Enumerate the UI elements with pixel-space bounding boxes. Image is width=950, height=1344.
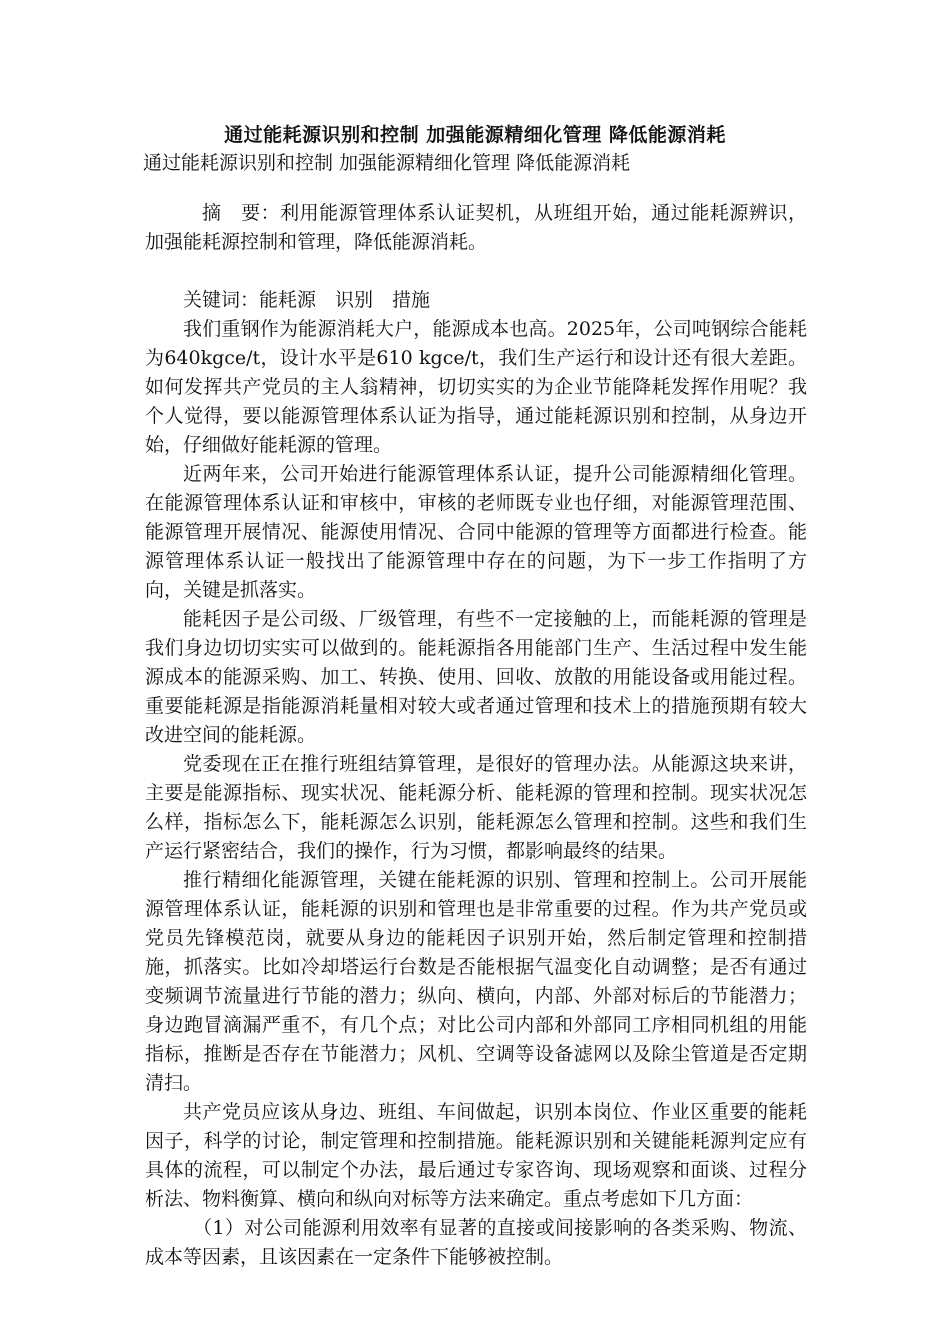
abstract: 摘 要：利用能源管理体系认证契机，从班组开始，通过能耗源辨识，加强能耗源控制和管理，降低能源消耗。 [145, 202, 807, 253]
paragraph-2: 近两年来，公司开始进行能源管理体系认证，提升公司能源精细化管理。在能源管理体系认证和审核中，审核的老师既专业也仔细，对能源管理范围、能源管理开展情况、能源使用情况、合同中能源的管理等方面都进行检查。能源管理体系认证一般找出了能源管理中存在的问题，为下一步工作指明了方向，关键是抓落实。 [145, 463, 807, 601]
paragraph-5: 推行精细化能源管理，关键在能耗源的识别、管理和控制上。公司开展能源管理体系认证，能耗源的识别和管理也是非常重要的过程。作为共产党员或党员先锋模范岗，就要从身边的能耗因子识别开始，然后制定管理和控制措施，抓落实。比如冷却塔运行台数是否能根据气温变化自动调整；是否有通过变频调节流量进行节能的潜力；纵向、横向，内部、外部对标后的节能潜力；身边跑冒滴漏严重不，有几个点；对比公司内部和外部同工序相同机组的用能指标，推断是否存在节能潜力；风机、空调等设备滤网以及除尘管道是否定期清扫。 [145, 869, 807, 1094]
paragraph-3: 能耗因子是公司级、厂级管理，有些不一定接触的上，而能耗源的管理是我们身边切切实实可以做到的。能耗源指各用能部门生产、生活过程中发生能源成本的能源采购、加工、转换、使用、回收、放散的用能设备或用能过程。重要能耗源是指能源消耗量相对较大或者通过管理和技术上的措施预期有较大改进空间的能耗源。 [145, 608, 807, 746]
keywords: 关键词：能耗源 识别 措施 [183, 289, 431, 311]
paragraph-6: 共产党员应该从身边、班组、车间做起，识别本岗位、作业区重要的能耗因子，科学的讨论，制定管理和控制措施。能耗源识别和关键能耗源判定应有具体的流程，可以制定个办法，最后通过专家咨询、现场观察和面谈、过程分析法、物料衡算、横向和纵向对标等方法来确定。重点考虑如下几方面： [145, 1101, 807, 1210]
paragraph-4: 党委现在正在推行班组结算管理，是很好的管理办法。从能源这块来讲，主要是能源指标、现实状况、能耗源分析、能耗源的管理和控制。现实状况怎么样，指标怎么下，能耗源怎么识别，能耗源怎么管理和控制。这些和我们生产运行紧密结合，我们的操作，行为习惯，都影响最终的结果。 [145, 753, 807, 862]
document-body [145, 199, 807, 1272]
list-item-1: （1）对公司能源利用效率有显著的直接或间接影响的各类采购、物流、成本等因素，且该因素在一定条件下能够被控制。 [145, 1217, 807, 1268]
spacer [145, 257, 807, 286]
document-subtitle: 通过能耗源识别和控制 加强能源精细化管理 降低能源消耗 [143, 152, 631, 174]
paragraph-1: 我们重钢作为能源消耗大户，能源成本也高。2025年，公司吨钢综合能耗为640kgce/t，设计水平是610 kgce/t，我们生产运行和设计还有很大差距。如何发挥共产党员的主人翁精神，切切实实的为企业节能降耗发挥作用呢？我个人觉得，要以能源管理体系认证为指导，通过能耗源识别和控制，从身边开始，仔细做好能耗源的管理。 [145, 318, 807, 456]
document-title: 通过能耗源识别和控制 加强能源精细化管理 降低能源消耗 [224, 124, 726, 146]
